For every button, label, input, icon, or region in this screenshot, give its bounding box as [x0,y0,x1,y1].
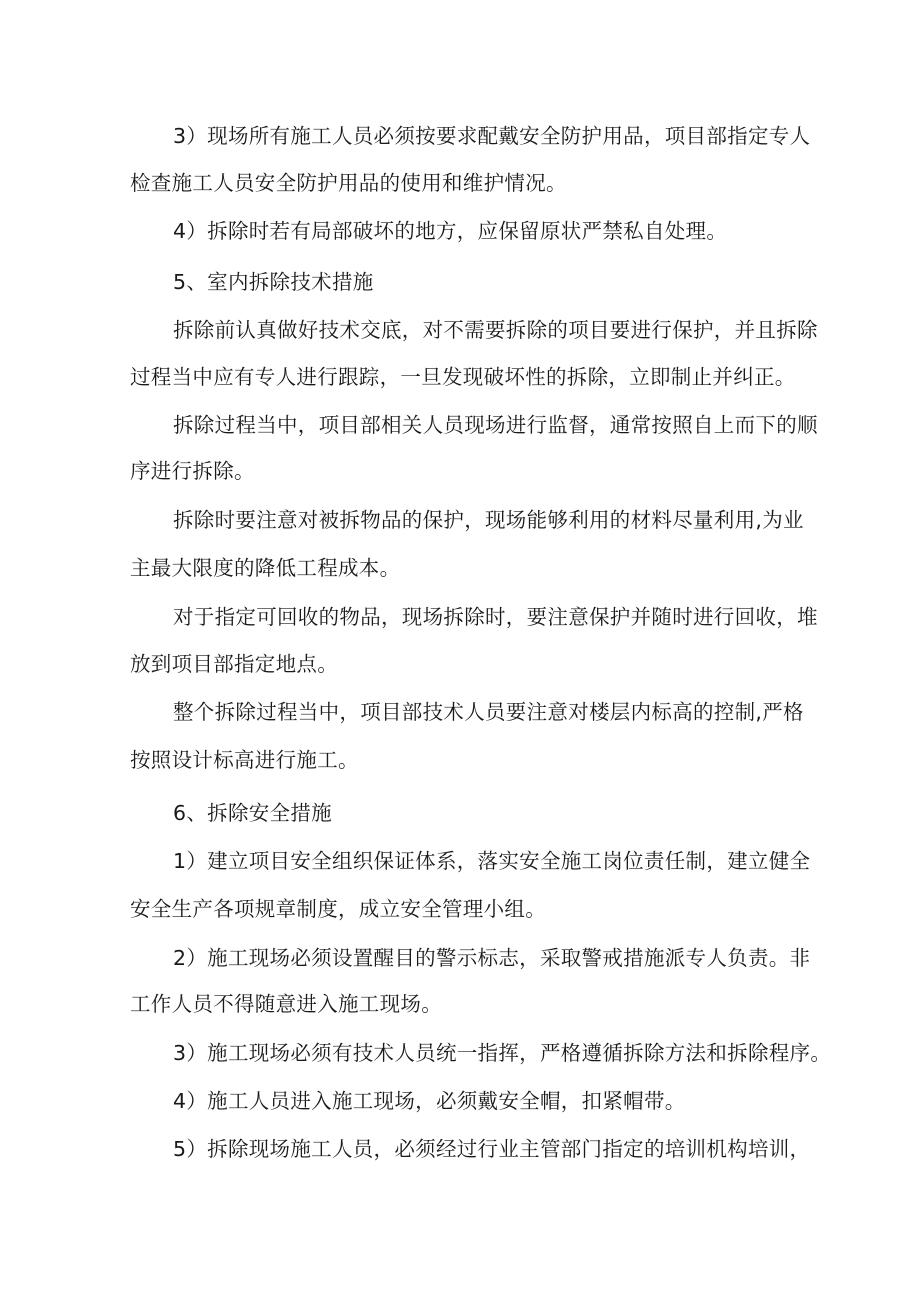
para-briefing-line-2: 过程当中应有专人进行跟踪，一旦发现破坏性的拆除，立即制止并纠正。 [130,365,796,389]
item-4-helmet-line: 4）施工人员进入施工现场，必须戴安全帽，扣紧帽带。 [173,1089,686,1113]
item-5-training-line: 5）拆除现场施工人员，必须经过行业主管部门指定的培训机构培训， [173,1137,811,1161]
para-briefing-line-1: 拆除前认真做好技术交底，对不需要拆除的项目要进行保护，并且拆除 [173,318,818,342]
item-4-damage-line: 4）拆除时若有局部破坏的地方，应保留原状严禁私自处理。 [173,219,728,243]
item-3-ppe-line-2: 检查施工人员安全防护用品的使用和维护情况。 [130,171,567,195]
para-protection-line-1: 拆除时要注意对被拆物品的保护，现场能够利用的材料尽量利用,为业 [173,508,804,532]
para-elevation-line-2: 按照设计标高进行施工。 [130,748,359,772]
section-5-heading: 5、室内拆除技术措施 [173,270,374,294]
para-recycling-line-1: 对于指定可回收的物品，现场拆除时，要注意保护并随时进行回收，堆 [173,605,818,629]
para-recycling-line-2: 放到项目部指定地点。 [130,652,338,676]
para-supervision-line-2: 序进行拆除。 [130,459,255,483]
section-6-heading: 6、拆除安全措施 [173,801,332,825]
item-1-system-line-1: 1）建立项目安全组织保证体系，落实安全施工岗位责任制，建立健全 [173,849,811,873]
item-2-signs-line-1: 2）施工现场必须设置醒目的警示标志，采取警戒措施派专人负责。非 [173,946,811,970]
para-protection-line-2: 主最大限度的降低工程成本。 [130,556,401,580]
item-3-ppe-line-1: 3）现场所有施工人员必须按要求配戴安全防护用品，项目部指定专人 [173,124,811,148]
item-3-command-line: 3）施工现场必须有技术人员统一指挥，严格遵循拆除方法和拆除程序。 [173,1041,832,1065]
para-elevation-line-1: 整个拆除过程当中，项目部技术人员要注意对楼层内标高的控制,严格 [173,700,804,724]
item-2-signs-line-2: 工作人员不得随意进入施工现场。 [130,992,442,1016]
para-supervision-line-1: 拆除过程当中，项目部相关人员现场进行监督，通常按照自上而下的顺 [173,413,818,437]
item-1-system-line-2: 安全生产各项规章制度，成立安全管理小组。 [130,897,546,921]
